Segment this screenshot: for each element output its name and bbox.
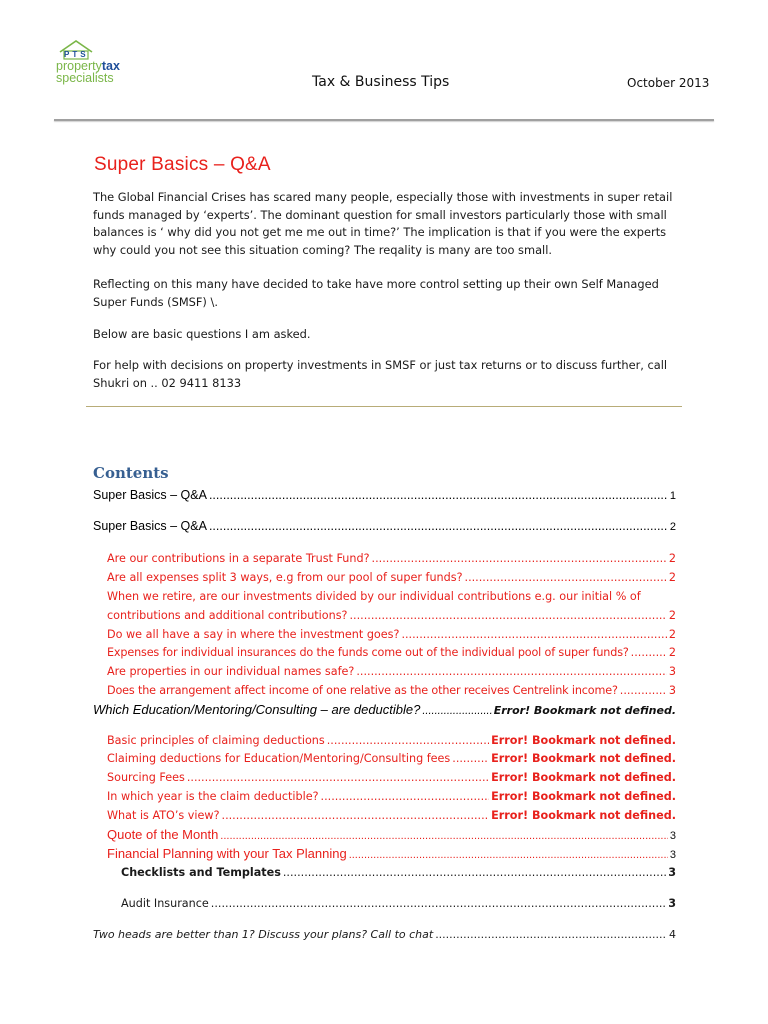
toc-page: 2 [668, 571, 676, 584]
toc-page: 2 [668, 552, 676, 565]
toc-page: 2 [668, 628, 676, 641]
toc-label-line1: When we retire, are our investments divided by our individual contributions e.g. our initial % of [107, 590, 641, 603]
logo-word-tax: tax [101, 59, 120, 73]
toc-entry[interactable] [107, 665, 676, 678]
intro-paragraph-4: For help with decisions on property investments in SMSF or just tax returns or to discuss further, call Shukri on .. 02 9411 8133 [93, 358, 668, 390]
toc-entry[interactable] [107, 752, 676, 765]
toc-label: Claiming deductions for Education/Mentoring/Consulting fees [107, 752, 451, 765]
toc-page: 3 [669, 849, 676, 861]
toc-page: 3 [668, 665, 676, 678]
toc-label: Are all expenses split 3 ways, e.g from our pool of super funds? [107, 571, 463, 584]
header-rule [54, 119, 714, 121]
logo-word-property: property [56, 59, 102, 73]
toc-label: Which Education/Mentoring/Consulting – are deductible? [93, 702, 421, 717]
toc-page: 3 [668, 684, 676, 697]
toc-entry[interactable] [93, 488, 676, 502]
toc-label: Super Basics – Q&A [93, 488, 207, 502]
toc-entry[interactable] [107, 771, 676, 784]
toc-entry[interactable] [93, 702, 676, 717]
intro-divider [86, 406, 682, 407]
toc-label: Financial Planning with your Tax Planning [107, 846, 347, 861]
toc-label: Two heads are better than 1? Discuss your plans? Call to chat [93, 928, 434, 941]
toc-page: 2 [668, 646, 676, 659]
toc-entry[interactable] [107, 734, 676, 747]
toc-page-error: Error! Bookmark not defined. [491, 771, 676, 784]
intro-paragraph-1: The Global Financial Crises has scared many people, especially those with investments in super retail funds managed by ‘experts’. The dominant question for small investors particularly those with small balances is ‘ why did you not get me me out in time?’ The implication is that if you were the experts why could you not see this situation coming? The reqality is many are too small. [93, 190, 673, 257]
toc-entry[interactable] [107, 646, 676, 659]
toc-entry[interactable] [107, 809, 676, 822]
toc-entry[interactable] [107, 790, 676, 803]
toc-page-error: Error! Bookmark not defined. [491, 752, 676, 765]
toc-page: 2 [668, 609, 676, 622]
toc-label: Sourcing Fees [107, 771, 185, 784]
intro-paragraph-2: Reflecting on this many have decided to take have more control setting up their own Self Managed Super Funds (SMSF) \. [93, 277, 659, 309]
contents-heading: Contents [93, 464, 169, 482]
header-date: October 2013 [627, 76, 710, 90]
toc-entry[interactable] [121, 897, 676, 910]
logo-initials: PTS [64, 50, 89, 59]
toc-label: Are our contributions in a separate Trust Fund? [107, 552, 370, 565]
intro-paragraph-3: Below are basic questions I am asked. [93, 327, 311, 341]
toc-entry[interactable] [107, 609, 676, 622]
header-title: Tax & Business Tips [312, 74, 450, 90]
toc-page: 3 [669, 830, 676, 842]
toc-page-error: Error! Bookmark not defined. [491, 734, 676, 747]
toc-label: Are properties in our individual names safe? [107, 665, 355, 678]
toc-label: Super Basics – Q&A [93, 519, 207, 533]
toc-entry[interactable] [93, 928, 676, 941]
toc-page-error: Error! Bookmark not defined. [491, 809, 676, 822]
toc-label: Checklists and Templates [121, 866, 281, 879]
toc-label: What is ATO’s view? [107, 809, 220, 822]
toc-entry[interactable] [107, 571, 676, 584]
toc-page-error: Error! Bookmark not defined. [491, 790, 676, 803]
toc-entry[interactable] [93, 519, 676, 533]
toc-entry[interactable] [107, 628, 676, 641]
toc-page-error: Error! Bookmark not defined. [493, 704, 676, 717]
toc-entry[interactable] [107, 846, 676, 861]
toc-label: Expenses for individual insurances do the funds come out of the individual pool of super funds? [107, 646, 629, 659]
toc-label: In which year is the claim deductible? [107, 790, 319, 803]
toc-label: Do we all have a say in where the investment goes? [107, 628, 400, 641]
toc-page: 3 [668, 897, 676, 910]
toc-entry[interactable] [121, 866, 676, 879]
toc-page: 1 [669, 490, 676, 502]
toc-label: Does the arrangement affect income of one relative as the other receives Centrelink income? [107, 684, 618, 697]
toc-label: contributions and additional contributions? [107, 609, 348, 622]
logo-word-specialists: specialists [56, 71, 114, 85]
toc-entry[interactable] [107, 684, 676, 697]
section-title: Super Basics – Q&A [94, 154, 271, 175]
toc-entry[interactable] [107, 827, 676, 842]
toc-page: 4 [669, 928, 676, 941]
toc-label: Quote of the Month [107, 827, 219, 842]
toc-page: 3 [668, 866, 676, 879]
toc-page: 2 [669, 521, 676, 533]
toc-entry[interactable] [107, 552, 676, 565]
toc-label: Basic principles of claiming deductions [107, 734, 325, 747]
company-logo [54, 40, 144, 92]
toc-label: Audit Insurance [121, 897, 209, 910]
